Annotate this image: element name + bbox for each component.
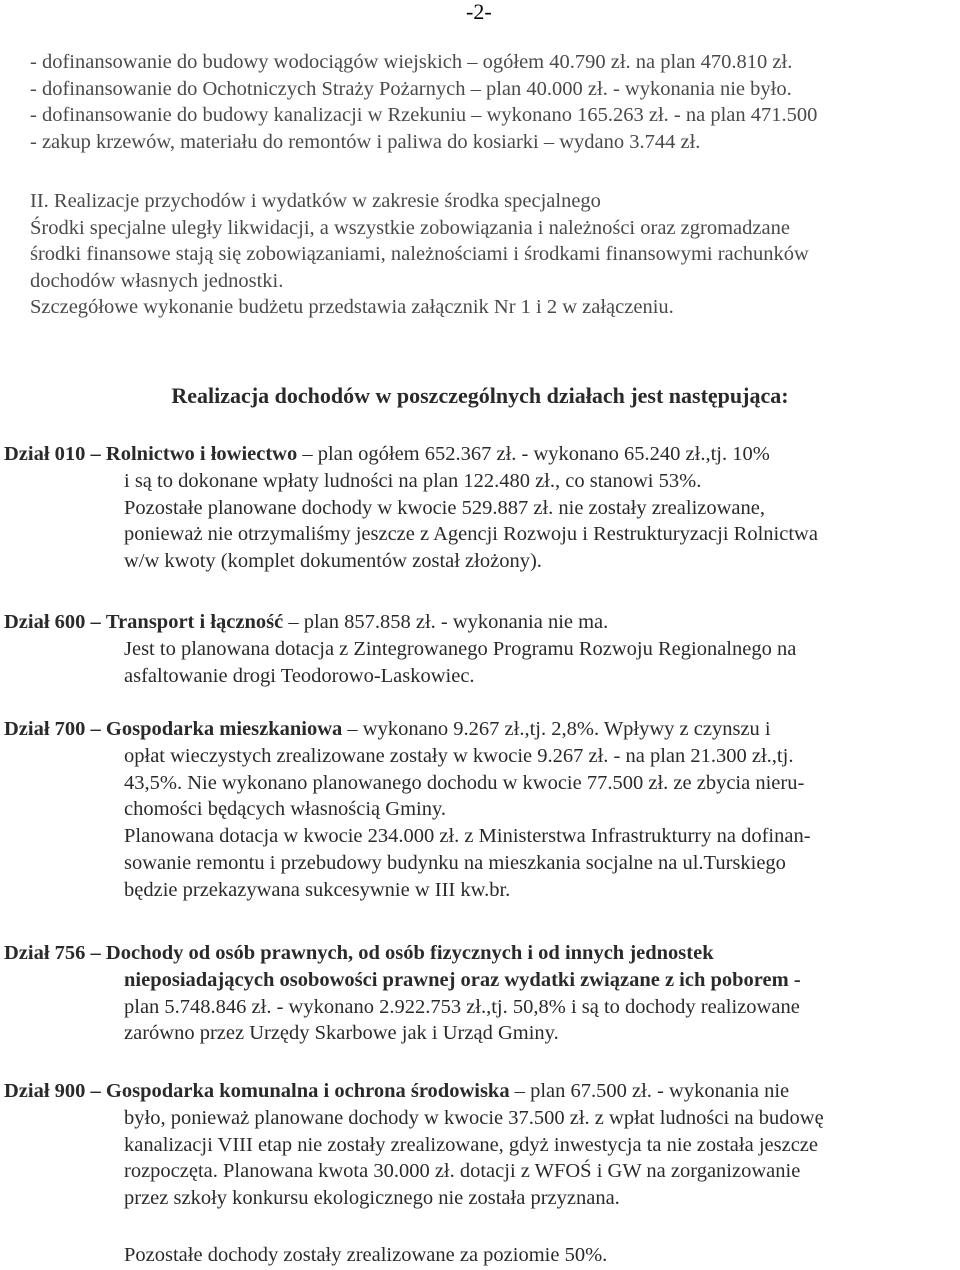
dzial-010-line: Pozostałe planowane dochody w kwocie 529.887 zł. nie zostały zrealizowane, [124,496,765,519]
dzial-600-dash: – [90,611,101,633]
intro-line: - dofinansowanie do Ochotniczych Straży Pożarnych – plan 40.000 zł. - wykonania nie było. [30,77,792,100]
dzial-600-line: asfaltowanie drogi Teodorowo-Laskowiec. [124,664,475,687]
dzial-700-summary: – wykonano 9.267 zł.,tj. 2,8%. Wpływy z czynszu i [347,718,771,740]
dzial-700-line: Planowana dotacja w kwocie 234.000 zł. z Ministerstwa Infrastrukturry na dofinan- [124,825,811,848]
dzial-010-summary: – plan ogółem 652.367 zł. - wykonano 65.240 zł.,tj. 10% [302,443,770,465]
dzial-600-summary: – plan 857.858 zł. - wykonania nie ma. [288,611,609,633]
dzial-900-line: kanalizacji VIII etap nie zostały zrealizowane, gdyż inwestycja ta nie została jeszcze [124,1133,818,1156]
intro-line: - dofinansowanie do budowy wodociągów wiejskich – ogółem 40.790 zł. na plan 470.810 zł. [30,51,793,73]
dzial-700-header [4,716,949,743]
section-two-line: Środki specjalne uległy likwidacji, a wszystkie zobowiązania i należności oraz zgromadzane [30,216,790,239]
section-two-title: II. Realizacje przychodów i wydatków w zakresie środka specjalnego [30,190,601,212]
section-heading: Realizacja dochodów w poszczególnych działach jest następująca: [171,383,789,408]
dzial-756-line: zarówno przez Urzędy Skarbowe jak i Urząd Gminy. [124,1022,559,1045]
dzial-010-label: Dział 010 [4,443,86,465]
page-number: -2- [466,0,492,24]
dzial-700-dash: – [90,718,101,740]
dzial-756-dash: – [90,942,101,964]
intro-list [30,49,950,155]
dzial-600-label: Dział 600 [4,611,86,633]
dzial-010-name: Rolnictwo i łowiectwo [105,443,298,465]
dzial-600-header [4,609,949,636]
dzial-900-line: było, ponieważ planowane dochody w kwocie 37.500 zł. z wpłat ludności na budowę [124,1106,824,1129]
dzial-010 [4,441,949,575]
dzial-900-dash: – [90,1080,101,1102]
dzial-010-dash: – [90,443,101,465]
dzial-600-name: Transport i łączność [105,611,284,633]
dzial-756-name-line: nieposiadających osobowości prawnej oraz wydatki związane z ich poborem - [124,968,801,991]
dzial-700-line: opłat wieczystych zrealizowane zostały w kwocie 9.267 zł. - na plan 21.300 zł.,tj. [124,744,794,767]
dzial-756-label: Dział 756 [4,942,86,964]
dzial-700-label: Dział 700 [4,718,86,740]
dzial-700-name: Gospodarka mieszkaniowa [105,718,343,740]
dzial-756-header [4,940,949,967]
dzial-900-line: przez szkoły konkursu ekologicznego nie została przyznana. [124,1187,620,1210]
dzial-700-line: sowanie remontu i przebudowy budynku na mieszkania socjalne na ul.Turskiego [124,851,786,874]
dzial-600-line: Jest to planowana dotacja z Zintegrowanego Programu Rozwoju Regionalnego na [124,637,797,660]
dzial-010-line: i są to dokonane wpłaty ludności na plan 122.480 zł., co stanowi 53%. [124,469,702,492]
dzial-700 [4,716,949,904]
dzial-900 [4,1078,949,1212]
dzial-756 [4,940,949,1047]
dzial-756-name: Dochody od osób prawnych, od osób fizycznych i od innych jednostek [105,942,714,964]
dzial-700-line: chomości będących własnością Gminy. [124,798,447,821]
dzial-010-header [4,441,949,468]
dzial-700-line: będzie przekazywana sukcesywnie w III kw.br. [124,878,511,901]
dzial-900-line: rozpoczęta. Planowana kwota 30.000 zł. dotacji z WFOŚ i GW na zorganizowanie [124,1160,801,1183]
dzial-010-line: ponieważ nie otrzymaliśmy jeszcze z Agencji Rozwoju i Restrukturyzacji Rolnictwa [124,523,818,546]
intro-line: - dofinansowanie do budowy kanalizacji w Rzekuniu – wykonano 165.263 zł. - na plan 471.500 [30,104,818,126]
section-two-line: dochodów własnych jednostki. [30,269,284,292]
dzial-900-name: Gospodarka komunalna i ochrona środowiska [105,1080,510,1102]
section-two [30,188,950,321]
dzial-700-line: 43,5%. Nie wykonano planowanego dochodu w kwocie 77.500 zł. ze zbycia nieru- [124,771,805,794]
dzial-600 [4,609,949,689]
section-two-line: Szczegółowe wykonanie budżetu przedstawia załącznik Nr 1 i 2 w załączeniu. [30,296,674,318]
dzial-010-line: w/w kwoty (komplet dokumentów został złożony). [124,550,542,573]
dzial-900-label: Dział 900 [4,1080,86,1102]
intro-line: - zakup krzewów, materiału do remontów i paliwa do kosiarki – wydano 3.744 zł. [30,130,701,153]
closing-statement: Pozostałe dochody zostały zrealizowane za poziomie 50%. [124,1244,608,1266]
dzial-756-line: plan 5.748.846 zł. - wykonano 2.922.753 zł.,tj. 50,8% i są to dochody realizowane [124,995,800,1018]
dzial-900-header [4,1078,949,1105]
dzial-756-name-cont [4,967,949,994]
section-two-line: środki finansowe stają się zobowiązaniami, należnościami i środkami finansowymi rachunków [30,243,809,265]
dzial-900-summary: – plan 67.500 zł. - wykonania nie [514,1080,790,1102]
